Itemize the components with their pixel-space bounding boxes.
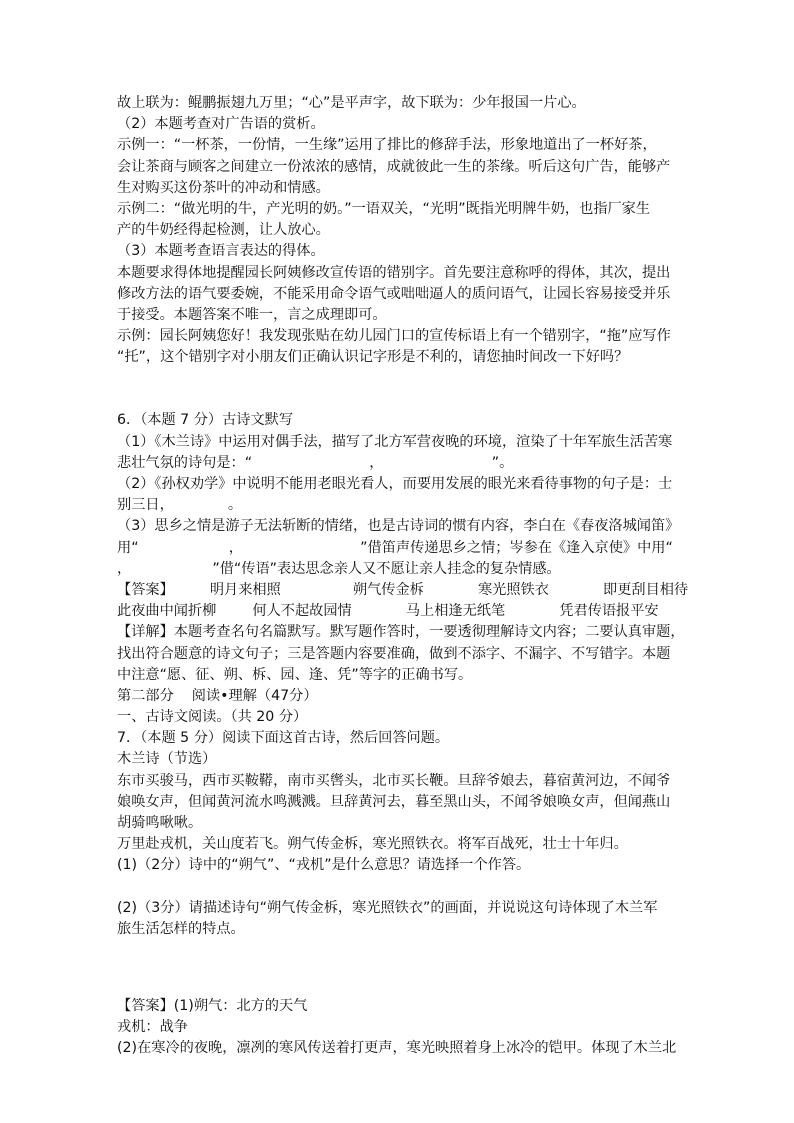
question-line: (1)（2分）诗中的“朔气”、“戎机”是什么意思？请选择一个作答。 [117, 857, 531, 874]
section-heading: 一、古诗文阅读。（共 20 分） [117, 709, 308, 726]
text-line: （1）《木兰诗》中运用对偶手法，描写了北方军营夜晚的环境，渲染了十年军旅生活苦寒 [117, 433, 673, 450]
poem-line: 娘唤女声，但闻黄河流水鸣溅溅。旦辞黄河去，暮至黑山头，不闻爷娘唤女声，但闻燕山 [117, 793, 671, 810]
section-heading: 6．（本题 7 分）古诗文默写 [117, 412, 294, 429]
text-line: “托”，这个错别字对小朋友们正确认识记字形是不利的，请您抽时间改一下好吗？ [117, 349, 629, 366]
poem-line: 胡骑鸣啾啾。 [117, 815, 203, 831]
text-line: 示例二：“做光明的牛，产光明的奶。”一语双关，“光明”既指光明牌牛奶，也指厂家生 [117, 200, 651, 217]
poem-line: 东市买骏马，西市买鞍鞯，南市买辔头，北市买长鞭。旦辞爷娘去，暮宿黄河边，不闻爷 [117, 772, 671, 789]
text-line: 示例：园长阿姨您好！我发现张贴在幼儿园门口的宣传标语上有一个错别字，“拖”应写作 [117, 328, 671, 345]
explanation-line: 【详解】本题考查名句名篇默写。默写题作答时，一要透彻理解诗文内容；二要认真审题， [117, 624, 685, 641]
answer-line: 此夜曲中闻折柳 何人不起故园情 马上相逢无纸笔 凭君传语报平安 [117, 603, 659, 620]
answer-line: 【答案】(1)朔气：北方的天气 [117, 997, 308, 1014]
poem-title: 木兰诗（节选） [117, 751, 217, 768]
text-line: （3）本题考查语言表达的得体。 [117, 243, 325, 260]
text-line: 用“ ， ”借笛声传递思乡之情；岑参在《逢入京使》中用“ [117, 539, 673, 556]
text-line: ， ”借“传语”表达思念亲人又不愿让亲人挂念的复杂情感。 [117, 560, 561, 577]
answer-line: 【答案】 明月来相照 朔气传金柝 寒光照铁衣 即更刮目相待 [117, 581, 689, 598]
answer-line: (2)在寒冷的夜晚，凛冽的寒风传送着打更声，寒光映照着身上冰冷的铠甲。体现了木兰北 [117, 1040, 677, 1057]
document-page [117, 93, 687, 1060]
text-line: （2）本题考查对广告语的赏析。 [117, 116, 325, 133]
text-line: 找出符合题意的诗文句子；三是答题内容要准确，做到不添字、不漏字、不写错字。本题 [117, 645, 671, 662]
text-line: 悲壮气氛的诗句是：“ ， ”。 [117, 454, 514, 471]
text-line: 产的牛奶经得起检测，让人放心。 [117, 222, 330, 239]
spacer [117, 940, 687, 996]
text-line: 示例一：“一杯茶，一份情，一生缘”运用了排比的修辞手法，形象地道出了一杯好茶， [117, 137, 657, 154]
text-line: 修改方法的语气要委婉，不能采用命令语气或咄咄逼人的质问语气，让园长容易接受并乐 [117, 285, 671, 302]
text-line: 故上联为：鲲鹏振翅九万里；“心”是平声字，故下联为：少年报国一片心。 [117, 95, 586, 111]
question-line: (2)（3分）请描述诗句“朔气传金柝，寒光照铁衣”的画面，并说说这句诗体现了木兰军 [117, 899, 658, 916]
part-heading: 第二部分 阅读•理解（47分） [117, 687, 318, 704]
text-line: 于接受。本题答案不唯一，言之成理即可。 [117, 306, 387, 323]
poem-line: 万里赴戎机，关山度若飞。朔气传金柝，寒光照铁衣。将军百战死，壮士十年归。 [117, 836, 628, 853]
text-line: （3）思乡之情是游子无法斩断的情绪，也是古诗词的惯有内容，李白在《春夜洛城闻笛》 [117, 518, 680, 535]
answer-line: 戎机：战争 [117, 1019, 188, 1036]
text-line: 中注意“愿、征、朔、柝、园、逢、凭”等字的正确书写。 [117, 666, 473, 683]
question-line: 7．（本题 5 分）阅读下面这首古诗，然后回答问题。 [117, 730, 450, 747]
text-line: 生对购买这份茶叶的冲动和情感。 [117, 179, 330, 196]
text-line: （2）《孙权劝学》中说明不能用老眼光看人，而要用发展的眼光来看待事物的句子是：士 [117, 476, 673, 492]
text-line: 别三日， 。 [117, 497, 243, 514]
text-line: 本题要求得体地提醒园长阿姨修改宣传语的错别字。首先要注意称呼的得体，其次，提出 [117, 264, 671, 281]
text-line: 会让茶商与顾客之间建立一份浓浓的感情，成就彼此一生的茶缘。听后这句广告，能够产 [117, 158, 671, 175]
spacer [117, 368, 687, 410]
question-line: 旅生活怎样的特点。 [117, 920, 245, 937]
spacer [117, 877, 687, 898]
